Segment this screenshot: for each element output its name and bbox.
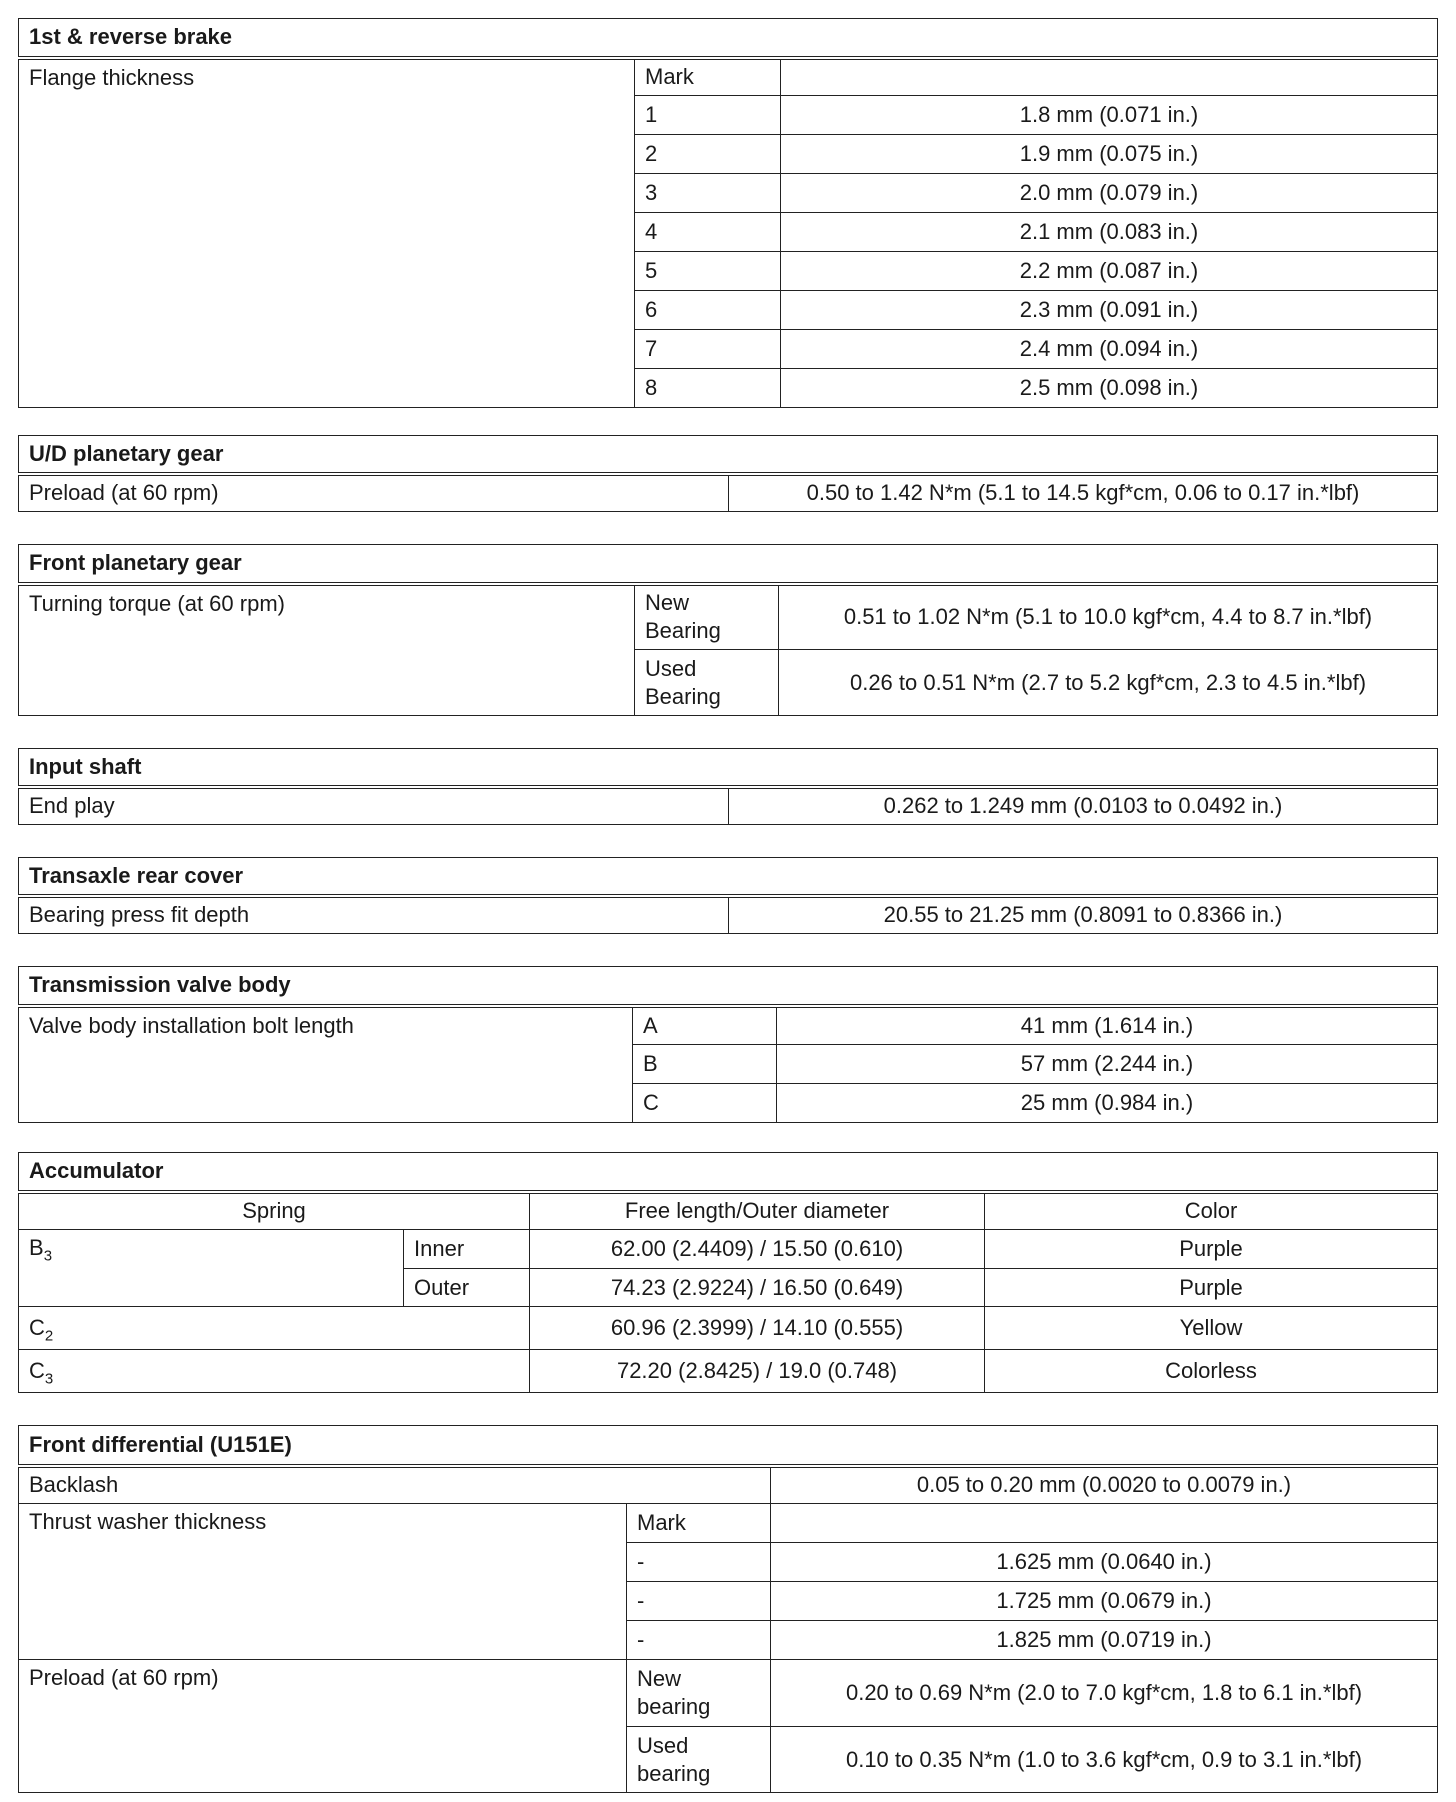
value-cell: 2.2 mm (0.087 in.): [781, 252, 1438, 291]
mark-cell: 1: [635, 96, 781, 135]
row-label: Preload (at 60 rpm): [19, 1660, 627, 1793]
spring-c2-label: $C_2$: [19, 1307, 530, 1350]
color-cell: Colorless: [985, 1350, 1438, 1393]
value-cell: 74.23 (2.9224) / 16.50 (0.649): [530, 1269, 985, 1307]
value-cell: 20.55 to 21.25 mm (0.8091 to 0.8366 in.): [729, 896, 1438, 934]
value-cell: 0.20 to 0.69 N*m (2.0 to 7.0 kgf*cm, 1.8 to 6.1 in.*lbf): [771, 1660, 1438, 1727]
bearing-type-cell: New bearing: [627, 1660, 771, 1727]
value-cell: 1.9 mm (0.075 in.): [781, 135, 1438, 174]
value-cell: 72.20 (2.8425) / 19.0 (0.748): [530, 1350, 985, 1393]
color-cell: Purple: [985, 1230, 1438, 1269]
bearing-type-cell: New Bearing: [635, 584, 779, 650]
color-cell: Yellow: [985, 1307, 1438, 1350]
mark-header: Mark: [627, 1504, 771, 1543]
inner-label: Inner: [404, 1230, 530, 1269]
free-length-header: Free length/Outer diameter: [530, 1192, 985, 1230]
accumulator-table: [18, 1152, 1438, 1393]
rear-cover-table: [18, 857, 1438, 934]
mark-cell: A: [633, 1006, 777, 1045]
value-cell: 1.725 mm (0.0679 in.): [771, 1582, 1438, 1621]
section-title: Transmission valve body: [19, 967, 1438, 1006]
front-gear-table: [18, 544, 1438, 716]
spring-c3-label: $C_3$: [19, 1350, 530, 1393]
mark-cell: 7: [635, 330, 781, 369]
mark-cell: B: [633, 1045, 777, 1084]
spring-b3-label: $B_3$: [19, 1230, 404, 1307]
mark-cell: 3: [635, 174, 781, 213]
value-cell: 57 mm (2.244 in.): [777, 1045, 1438, 1084]
row-label: End play: [19, 787, 729, 825]
value-cell: 25 mm (0.984 in.): [777, 1084, 1438, 1123]
value-cell: 0.26 to 0.51 N*m (2.7 to 5.2 kgf*cm, 2.3 to 4.5 in.*lbf): [779, 650, 1438, 716]
color-cell: Purple: [985, 1269, 1438, 1307]
value-cell: 0.05 to 0.20 mm (0.0020 to 0.0079 in.): [771, 1466, 1438, 1504]
section-title: Accumulator: [19, 1153, 1438, 1192]
value-cell: 0.50 to 1.42 N*m (5.1 to 14.5 kgf*cm, 0.06 to 0.17 in.*lbf): [729, 474, 1438, 512]
value-cell: 0.10 to 0.35 N*m (1.0 to 3.6 kgf*cm, 0.9 to 3.1 in.*lbf): [771, 1727, 1438, 1793]
value-cell: 1.8 mm (0.071 in.): [781, 96, 1438, 135]
mark-cell: 6: [635, 291, 781, 330]
value-cell: 0.51 to 1.02 N*m (5.1 to 10.0 kgf*cm, 4.4 to 8.7 in.*lbf): [779, 584, 1438, 650]
row-label: Bearing press fit depth: [19, 896, 729, 934]
section-title: Input shaft: [19, 749, 1438, 787]
bearing-type-cell: Used bearing: [627, 1727, 771, 1793]
value-cell: 2.4 mm (0.094 in.): [781, 330, 1438, 369]
mark-cell: 8: [635, 369, 781, 408]
section-title: U/D planetary gear: [19, 436, 1438, 474]
bearing-type-cell: Used Bearing: [635, 650, 779, 716]
value-cell: 2.3 mm (0.091 in.): [781, 291, 1438, 330]
row-label: Turning torque (at 60 rpm): [19, 584, 635, 716]
value-cell: 2.0 mm (0.079 in.): [781, 174, 1438, 213]
mark-cell: 2: [635, 135, 781, 174]
section-title: 1st & reverse brake: [19, 19, 1438, 58]
row-label: Flange thickness: [19, 58, 635, 408]
brake-table: [18, 18, 1438, 408]
value-cell: 1.625 mm (0.0640 in.): [771, 1543, 1438, 1582]
row-label: Thrust washer thickness: [19, 1504, 627, 1660]
value-cell: 1.825 mm (0.0719 in.): [771, 1621, 1438, 1660]
mark-cell: -: [627, 1543, 771, 1582]
value-cell: 0.262 to 1.249 mm (0.0103 to 0.0492 in.): [729, 787, 1438, 825]
outer-label: Outer: [404, 1269, 530, 1307]
spring-header: Spring: [19, 1192, 530, 1230]
input-shaft-table: [18, 748, 1438, 825]
mark-cell: -: [627, 1582, 771, 1621]
valve-body-table: [18, 966, 1438, 1123]
section-title: Front differential (U151E): [19, 1426, 1438, 1466]
value-cell: 41 mm (1.614 in.): [777, 1006, 1438, 1045]
row-label: Backlash: [19, 1466, 771, 1504]
color-header: Color: [985, 1192, 1438, 1230]
mark-cell: 4: [635, 213, 781, 252]
mark-header: Mark: [635, 58, 781, 96]
value-cell: 2.1 mm (0.083 in.): [781, 213, 1438, 252]
mark-cell: C: [633, 1084, 777, 1123]
value-cell: 62.00 (2.4409) / 15.50 (0.610): [530, 1230, 985, 1269]
differential-table: [18, 1425, 1438, 1793]
row-label: Preload (at 60 rpm): [19, 474, 729, 512]
row-label: Valve body installation bolt length: [19, 1006, 633, 1123]
section-title: Front planetary gear: [19, 545, 1438, 584]
mark-cell: -: [627, 1621, 771, 1660]
mark-cell: 5: [635, 252, 781, 291]
value-cell: 2.5 mm (0.098 in.): [781, 369, 1438, 408]
value-cell: 60.96 (2.3999) / 14.10 (0.555): [530, 1307, 985, 1350]
ud-gear-table: [18, 435, 1438, 512]
section-title: Transaxle rear cover: [19, 858, 1438, 896]
